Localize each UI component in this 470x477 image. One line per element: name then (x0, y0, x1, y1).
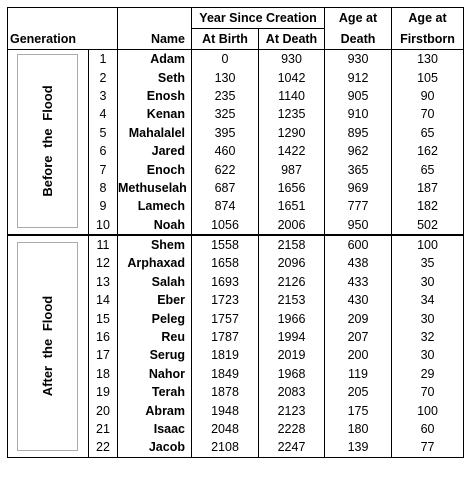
generation-number: 22 (89, 438, 118, 457)
generation-number: 16 (89, 328, 118, 346)
section-label: After the Flood (39, 296, 55, 397)
generation-number: 17 (89, 346, 118, 364)
generation-number: 5 (89, 124, 118, 142)
year-at-death: 2126 (259, 273, 325, 291)
generation-number: 20 (89, 401, 118, 419)
header-at-death: At Death (259, 29, 325, 50)
header-year-since-creation: Year Since Creation (192, 8, 325, 29)
age-at-firstborn: 30 (392, 346, 464, 364)
age-at-firstborn: 105 (392, 68, 464, 86)
generation-number: 10 (89, 216, 118, 235)
header-generation: Generation (8, 29, 118, 50)
age-at-firstborn: 34 (392, 291, 464, 309)
person-name: Enosh (118, 87, 192, 105)
person-name: Isaac (118, 420, 192, 438)
age-at-death: 969 (325, 179, 392, 197)
person-name: Kenan (118, 105, 192, 123)
age-at-firstborn: 65 (392, 124, 464, 142)
generation-number: 7 (89, 160, 118, 178)
generation-number: 18 (89, 365, 118, 383)
year-at-birth: 460 (192, 142, 259, 160)
person-name: Noah (118, 216, 192, 235)
age-at-firstborn: 100 (392, 235, 464, 254)
year-at-death: 1994 (259, 328, 325, 346)
generation-number: 9 (89, 197, 118, 215)
year-at-death: 2228 (259, 420, 325, 438)
year-at-birth: 1558 (192, 235, 259, 254)
age-at-death: 912 (325, 68, 392, 86)
person-name: Jacob (118, 438, 192, 457)
age-at-firstborn: 90 (392, 87, 464, 105)
person-name: Methuselah (118, 179, 192, 197)
age-at-death: 430 (325, 291, 392, 309)
header-age-at-firstborn-line1: Age at (392, 8, 464, 29)
table-row (8, 235, 464, 254)
header-name: Name (118, 29, 192, 50)
age-at-death: 910 (325, 105, 392, 123)
year-at-death: 1140 (259, 87, 325, 105)
year-at-birth: 2048 (192, 420, 259, 438)
person-name: Terah (118, 383, 192, 401)
generation-number: 14 (89, 291, 118, 309)
age-at-death: 438 (325, 254, 392, 272)
year-at-birth: 2108 (192, 438, 259, 457)
age-at-firstborn: 60 (392, 420, 464, 438)
genealogy-table (7, 7, 464, 458)
generation-number: 1 (89, 50, 118, 69)
year-at-birth: 1723 (192, 291, 259, 309)
person-name: Peleg (118, 309, 192, 327)
generation-number: 6 (89, 142, 118, 160)
year-at-death: 2083 (259, 383, 325, 401)
age-at-death: 777 (325, 197, 392, 215)
generation-number: 15 (89, 309, 118, 327)
year-at-birth: 1757 (192, 309, 259, 327)
year-at-death: 1235 (259, 105, 325, 123)
person-name: Reu (118, 328, 192, 346)
age-at-death: 600 (325, 235, 392, 254)
generation-number: 3 (89, 87, 118, 105)
year-at-death: 2247 (259, 438, 325, 457)
age-at-firstborn: 77 (392, 438, 464, 457)
person-name: Enoch (118, 160, 192, 178)
age-at-death: 365 (325, 160, 392, 178)
header-at-birth: At Birth (192, 29, 259, 50)
age-at-firstborn: 29 (392, 365, 464, 383)
person-name: Arphaxad (118, 254, 192, 272)
year-at-death: 1651 (259, 197, 325, 215)
year-at-birth: 1787 (192, 328, 259, 346)
person-name: Seth (118, 68, 192, 86)
age-at-death: 119 (325, 365, 392, 383)
year-at-death: 1966 (259, 309, 325, 327)
year-at-birth: 235 (192, 87, 259, 105)
generation-number: 2 (89, 68, 118, 86)
age-at-death: 209 (325, 309, 392, 327)
year-at-birth: 0 (192, 50, 259, 69)
year-at-death: 1968 (259, 365, 325, 383)
year-at-death: 2158 (259, 235, 325, 254)
generation-number: 13 (89, 273, 118, 291)
person-name: Eber (118, 291, 192, 309)
person-name: Shem (118, 235, 192, 254)
person-name: Jared (118, 142, 192, 160)
person-name: Mahalalel (118, 124, 192, 142)
person-name: Nahor (118, 365, 192, 383)
age-at-death: 205 (325, 383, 392, 401)
age-at-firstborn: 130 (392, 50, 464, 69)
age-at-firstborn: 70 (392, 105, 464, 123)
age-at-firstborn: 100 (392, 401, 464, 419)
age-at-death: 895 (325, 124, 392, 142)
generation-number: 12 (89, 254, 118, 272)
header-blank-name (118, 8, 192, 29)
year-at-death: 2006 (259, 216, 325, 235)
age-at-firstborn: 502 (392, 216, 464, 235)
header-blank (8, 8, 118, 29)
year-at-birth: 1819 (192, 346, 259, 364)
generation-number: 19 (89, 383, 118, 401)
section-before-flood (8, 50, 89, 235)
year-at-birth: 622 (192, 160, 259, 178)
age-at-firstborn: 65 (392, 160, 464, 178)
age-at-death: 950 (325, 216, 392, 235)
year-at-birth: 687 (192, 179, 259, 197)
year-at-birth: 325 (192, 105, 259, 123)
age-at-firstborn: 162 (392, 142, 464, 160)
generation-number: 4 (89, 105, 118, 123)
header-age-at-death-line1: Age at (325, 8, 392, 29)
header-age-at-firstborn-line2: Firstborn (392, 29, 464, 50)
year-at-death: 1042 (259, 68, 325, 86)
age-at-death: 962 (325, 142, 392, 160)
age-at-firstborn: 35 (392, 254, 464, 272)
year-at-death: 2019 (259, 346, 325, 364)
age-at-death: 200 (325, 346, 392, 364)
table-row (8, 50, 464, 69)
year-at-death: 987 (259, 160, 325, 178)
person-name: Serug (118, 346, 192, 364)
section-label: Before the Flood (39, 85, 55, 197)
year-at-birth: 130 (192, 68, 259, 86)
section-after-flood (8, 235, 89, 457)
year-at-birth: 395 (192, 124, 259, 142)
age-at-death: 433 (325, 273, 392, 291)
year-at-death: 1656 (259, 179, 325, 197)
year-at-death: 2153 (259, 291, 325, 309)
year-at-birth: 1693 (192, 273, 259, 291)
section-label-box (17, 242, 78, 451)
year-at-death: 2123 (259, 401, 325, 419)
age-at-death: 139 (325, 438, 392, 457)
age-at-death: 930 (325, 50, 392, 69)
generation-number: 8 (89, 179, 118, 197)
age-at-death: 180 (325, 420, 392, 438)
header-age-at-death-line2: Death (325, 29, 392, 50)
person-name: Abram (118, 401, 192, 419)
age-at-firstborn: 30 (392, 309, 464, 327)
age-at-death: 905 (325, 87, 392, 105)
year-at-birth: 1056 (192, 216, 259, 235)
year-at-death: 1422 (259, 142, 325, 160)
section-label-box (17, 54, 78, 228)
year-at-birth: 1878 (192, 383, 259, 401)
person-name: Adam (118, 50, 192, 69)
person-name: Lamech (118, 197, 192, 215)
age-at-firstborn: 70 (392, 383, 464, 401)
age-at-firstborn: 187 (392, 179, 464, 197)
age-at-death: 175 (325, 401, 392, 419)
year-at-birth: 1948 (192, 401, 259, 419)
year-at-birth: 874 (192, 197, 259, 215)
year-at-death: 1290 (259, 124, 325, 142)
year-at-birth: 1658 (192, 254, 259, 272)
year-at-death: 2096 (259, 254, 325, 272)
age-at-firstborn: 32 (392, 328, 464, 346)
age-at-firstborn: 30 (392, 273, 464, 291)
age-at-firstborn: 182 (392, 197, 464, 215)
person-name: Salah (118, 273, 192, 291)
year-at-death: 930 (259, 50, 325, 69)
generation-number: 11 (89, 235, 118, 254)
year-at-birth: 1849 (192, 365, 259, 383)
age-at-death: 207 (325, 328, 392, 346)
generation-number: 21 (89, 420, 118, 438)
